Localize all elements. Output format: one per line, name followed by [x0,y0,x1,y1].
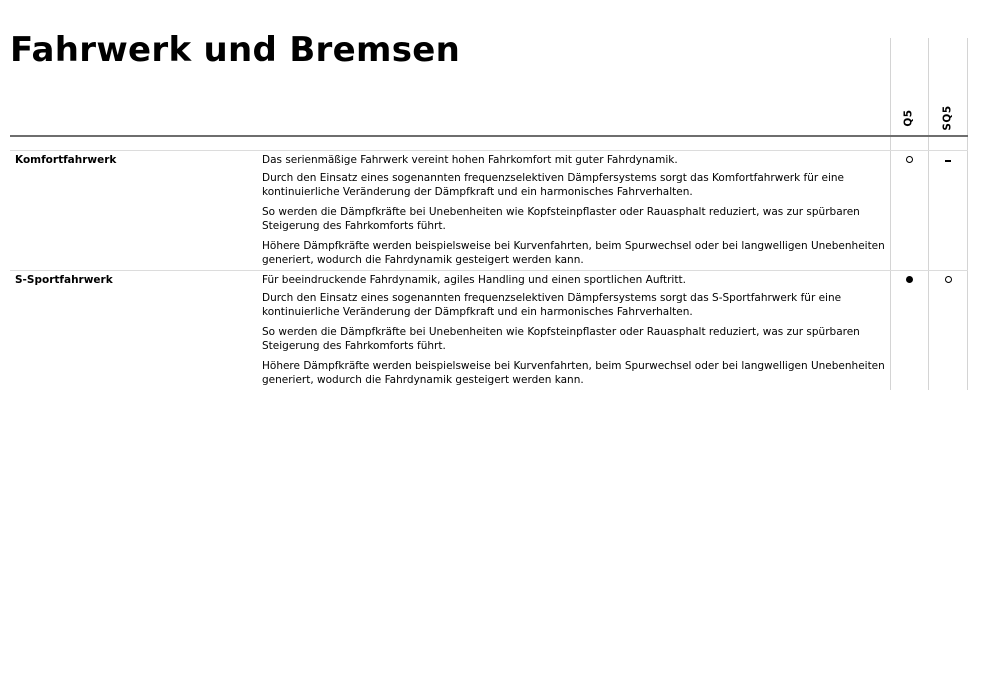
page-title: Fahrwerk und Bremsen [10,30,461,70]
optional-circle-icon [945,276,952,283]
row-description [262,271,887,393]
column-header-label: Q5 [902,109,915,127]
column-header-q5 [894,100,924,136]
description-paragraph: Durch den Einsatz eines sogenannten frequenzselektiven Dämpfersystems sorgt das S-Sportfahrwerk für eine kontinuierliche Veränderung der Dämpfkraft und ein harmonisches Fahrverhalten. [262,292,842,318]
description-paragraph: Durch den Einsatz eines sogenannten frequenzselektiven Dämpfersystems sorgt das Komfortfahrwerk für eine kontinuierliche Veränderung der Dämpfkraft und ein harmonisches Fahrverhalten. [262,172,845,198]
row-label: S-Sportfahrwerk [15,274,113,286]
description-paragraph: So werden die Dämpfkräfte bei Unebenheiten wie Kopfsteinpflaster oder Rauasphalt reduziert, was zur spürbaren Steigerung des Fahrkomforts führt. [262,206,860,232]
description-paragraph: Das serienmäßige Fahrwerk vereint hohen Fahrkomfort mit guter Fahrdynamik. [262,154,678,166]
description-paragraph: Höhere Dämpfkräfte werden beispielsweise bei Kurvenfahrten, beim Spurwechsel oder bei langwelligen Unebenheiten generiert, wodurch die Fahrdynamik gesteigert werden kann. [262,360,885,386]
optional-circle-icon [906,156,913,163]
row-description [262,151,887,273]
standard-dot-icon [906,276,913,283]
table-row-s-sportfahrwerk [10,271,968,390]
column-header-label: SQ5 [941,105,954,131]
description-paragraph: Höhere Dämpfkräfte werden beispielsweise bei Kurvenfahrten, beim Spurwechsel oder bei langwelligen Unebenheiten generiert, wodurch die Fahrdynamik gesteigert werden kann. [262,240,885,266]
column-header-sq5 [933,100,963,136]
description-paragraph: Für beeindruckende Fahrdynamik, agiles Handling und einen sportlichen Auftritt. [262,274,686,286]
not-available-dash-icon [945,160,951,162]
header-rule [10,135,968,137]
description-paragraph: So werden die Dämpfkräfte bei Unebenheiten wie Kopfsteinpflaster oder Rauasphalt reduziert, was zur spürbaren Steigerung des Fahrkomforts führt. [262,326,860,352]
row-label: Komfortfahrwerk [15,154,117,166]
table-row-komfortfahrwerk [10,151,968,270]
